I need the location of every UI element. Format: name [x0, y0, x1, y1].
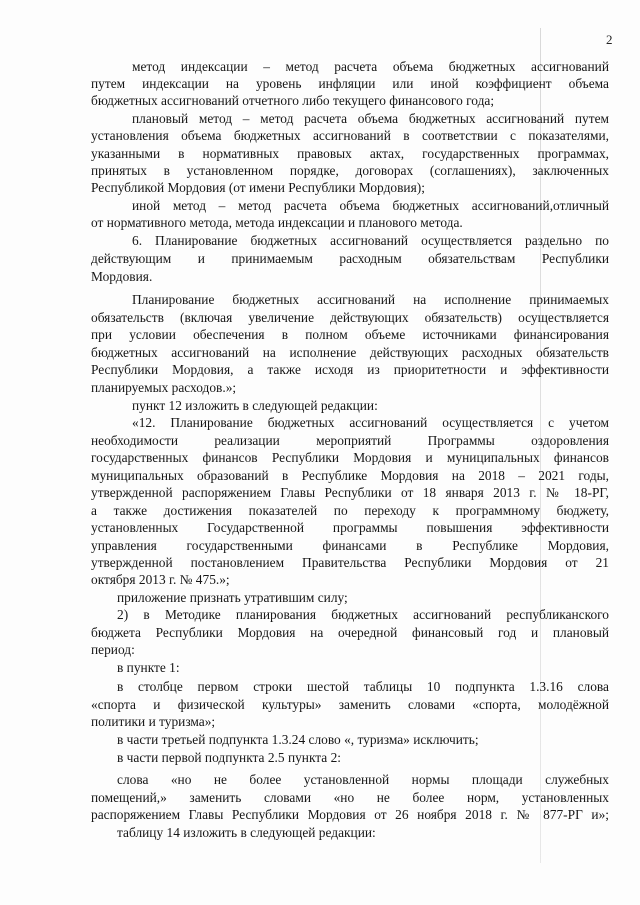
text-line: «спорта и физической культуры» заменить словами «спорта, молодёжной — [91, 697, 609, 712]
text-line: муниципальных образований в Республике Мордовия на 2018 – 2021 годы, — [91, 468, 609, 483]
text-line: от нормативного метода, метода индексации и планового метода. — [91, 215, 463, 230]
text-line: октября 2013 г. № 475.»; — [91, 572, 230, 587]
text-line: управления государственными финансами в Республике Мордовия, — [91, 538, 609, 553]
text-line: таблицу 14 изложить в следующей редакции: — [117, 825, 376, 840]
text-line: метод индексации – метод расчета объема бюджетных ассигнований — [132, 59, 609, 74]
text-line: в части первой подпункта 2.5 пункта 2: — [117, 750, 342, 765]
text-line: путем индексации на уровень инфляции или иной коэффициент объема — [91, 76, 609, 91]
text-line: слова «но не более установленной нормы площади служебных — [117, 772, 609, 787]
text-line: период: — [91, 642, 135, 657]
text-line: при условии обеспечения в полном объеме источниками финансирования — [91, 327, 609, 342]
text-line: приложение признать утратившим силу; — [117, 590, 348, 605]
text-line: Планирование бюджетных ассигнований на исполнение принимаемых — [132, 292, 609, 307]
text-line: Республикой Мордовия (от имени Республики Мордовия); — [91, 180, 425, 195]
text-line: установленных Государственной программы повышения эффективности — [91, 520, 609, 535]
text-line: планируемых расходов.»; — [91, 380, 237, 395]
text-line: утвержденной постановлением Правительства Республики Мордовия от 21 — [91, 555, 609, 570]
text-line: утвержденной распоряжением Главы Республики от 18 января 2013 г. № 18-РГ, — [91, 485, 609, 500]
text-line: в пункте 1: — [117, 660, 180, 675]
text-line: действующим и принимаемым расходным обязательствам Республики — [91, 251, 609, 266]
text-line: Мордовия. — [91, 269, 153, 284]
text-line: 2) в Методике планирования бюджетных ассигнований республиканского — [117, 607, 609, 622]
text-line: иной метод – метод расчета объема бюджетных ассигнований,отличный — [132, 198, 609, 213]
text-line: бюджетных ассигнований на исполнение действующих расходных обязательств — [91, 345, 609, 360]
text-line: пункт 12 изложить в следующей редакции: — [132, 398, 378, 413]
page-number: 2 — [606, 32, 613, 47]
text-line: помещений,» заменить словами «но не более норм, установленных — [91, 790, 609, 805]
text-line: принятых в установленном порядке, договорах (соглашениях), заключенных — [91, 163, 609, 178]
text-line: государственных финансов Республики Мордовия и муниципальных финансов — [91, 450, 609, 465]
text-line: распоряжением Главы Республики Мордовия от 26 ноября 2018 г. № 877-РГ и»; — [91, 807, 609, 822]
text-line: обязательств (включая увеличение действующих обязательств) осуществляется — [91, 310, 609, 325]
text-line: Республики Мордовия, а также исходя из приоритетности и эффективности — [91, 362, 609, 377]
text-line: «12. Планирование бюджетных ассигнований осуществляется с учетом — [132, 415, 609, 430]
text-line: плановый метод – метод расчета объема бюджетных ассигнований путем — [132, 111, 609, 126]
text-line: а также достижения показателей по переходу к программному бюджету, — [91, 503, 609, 518]
text-line: бюджета Республики Мордовия на очередной финансовый год и плановый — [91, 625, 609, 640]
text-line: политики и туризма»; — [91, 714, 216, 729]
text-line: 6. Планирование бюджетных ассигнований осуществляется раздельно по — [132, 233, 609, 248]
text-line: необходимости реализации мероприятий Программы оздоровления — [91, 433, 609, 448]
text-line: в части третьей подпункта 1.3.24 слово «, туризма» исключить; — [117, 732, 479, 747]
text-line: в столбце первом строки шестой таблицы 10 подпункта 1.3.16 слова — [117, 679, 609, 694]
text-line: указанными в нормативных правовых актах, государственных программах, — [91, 146, 609, 161]
text-line: установления объема бюджетных ассигнований в соответствии с показателями, — [91, 128, 609, 143]
text-line: бюджетных ассигнований отчетного либо текущего финансового года; — [91, 93, 495, 108]
